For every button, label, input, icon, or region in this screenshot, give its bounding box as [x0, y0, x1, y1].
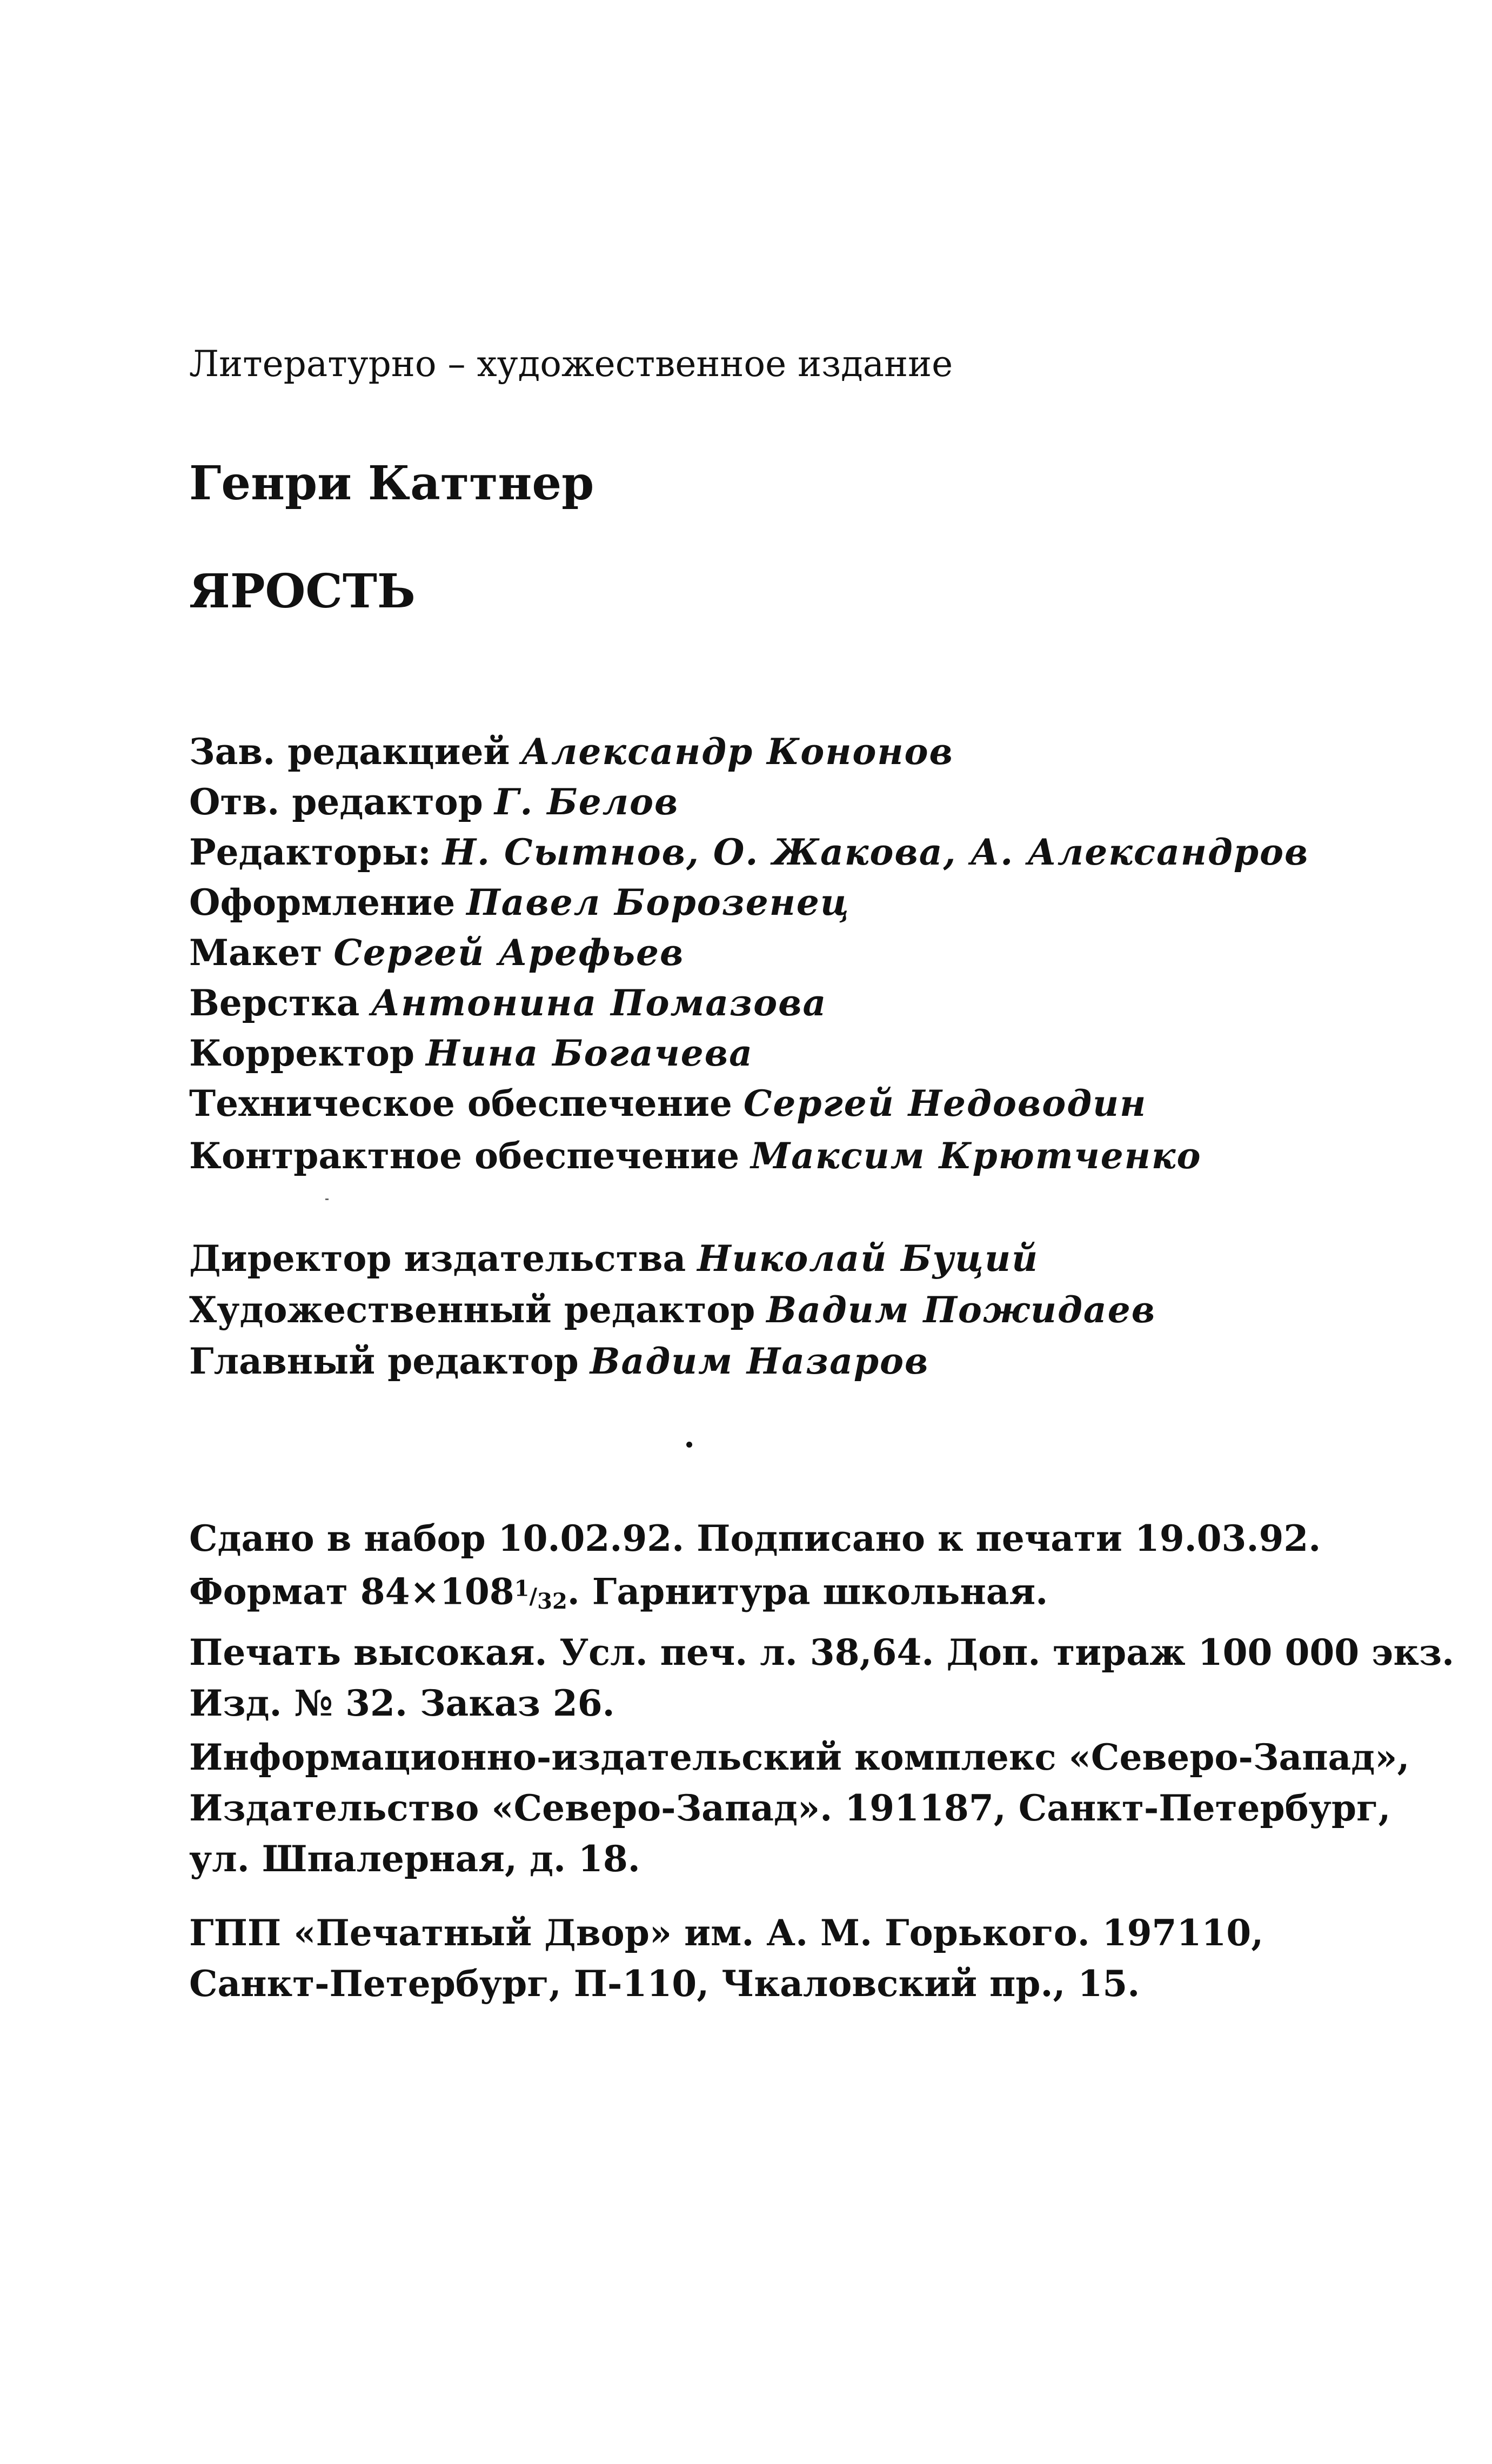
director-name: Николай Буций — [697, 1237, 1039, 1280]
director-line — [189, 1233, 1156, 1284]
print-speck — [325, 1198, 329, 1200]
author-name: Генри Каттнер — [189, 456, 594, 511]
credit-line — [189, 827, 1309, 878]
credit-role: Техническое обеспечение — [189, 1082, 732, 1124]
credit-role: Макет — [189, 932, 323, 974]
credit-role: Оформление — [189, 881, 456, 923]
credit-line — [189, 1079, 1309, 1129]
credit-role: Верстка — [189, 982, 360, 1024]
print-line: Изд. № 32. Заказ 26. — [189, 1682, 615, 1725]
fraction-numerator: 1 — [514, 1576, 530, 1602]
publisher-line: Информационно-издательский комплекс «Северо-Запад», — [189, 1736, 1410, 1778]
credit-name: Сергей Недоводин — [743, 1082, 1147, 1124]
credit-line — [189, 727, 1309, 777]
printer-address — [189, 1907, 1263, 2009]
credit-name: Максим Крютченко — [751, 1135, 1202, 1177]
credit-line — [189, 1028, 1309, 1079]
credit-name: Г. Белов — [494, 781, 679, 823]
director-name: Вадим Пожидаев — [766, 1289, 1156, 1331]
credit-role: Отв. редактор — [189, 781, 483, 823]
publisher-line: Издательство «Северо-Запад». 191187, Санкт-Петербург, — [189, 1787, 1391, 1829]
publishing-directors — [189, 1233, 1156, 1387]
credit-line — [189, 1131, 1309, 1181]
credit-line — [189, 978, 1309, 1028]
director-line — [189, 1284, 1156, 1336]
credit-name: Сергей Арефьев — [333, 932, 685, 974]
publisher-address — [189, 1732, 1410, 1884]
credit-line — [189, 777, 1309, 827]
credit-line — [189, 928, 1309, 978]
format-fraction: $^1/_{32}$ — [514, 1576, 567, 1615]
credit-name: Антонина Помазова — [371, 982, 827, 1024]
format-prefix: Формат 84×108 — [189, 1570, 514, 1613]
print-dot — [686, 1442, 692, 1448]
director-role: Художественный редактор — [189, 1289, 755, 1331]
print-line: Сдано в набор 10.02.92. Подписано к печати 19.03.92. — [189, 1517, 1321, 1559]
credit-role: Зав. редакцией — [189, 731, 510, 773]
director-line — [189, 1336, 1156, 1387]
editorial-credits — [189, 727, 1309, 1181]
credit-role: Контрактное обеспечение — [189, 1135, 740, 1177]
credit-role: Редакторы: — [189, 831, 431, 873]
book-title: ЯРОСТЬ — [189, 564, 416, 619]
director-name: Вадим Назаров — [590, 1340, 929, 1382]
credit-name: Александр Кононов — [521, 731, 954, 773]
director-role: Директор издательства — [189, 1237, 686, 1280]
credit-name: Нина Богачева — [426, 1032, 753, 1074]
format-line — [189, 1564, 1454, 1627]
publisher-line: ул. Шпалерная, д. 18. — [189, 1838, 640, 1880]
fraction-denominator: 32 — [537, 1589, 567, 1615]
printer-line: Санкт-Петербург, П-110, Чкаловский пр., 15. — [189, 1963, 1140, 2005]
print-line: Печать высокая. Усл. печ. л. 38,64. Доп. тираж 100 000 экз. — [189, 1631, 1455, 1674]
credit-name: Павел Борозенец — [466, 881, 850, 923]
printer-line: ГПП «Печатный Двор» им. А. М. Горького. 197110, — [189, 1912, 1264, 1954]
credit-line — [189, 878, 1309, 928]
credit-role: Корректор — [189, 1032, 415, 1074]
format-suffix: . Гарнитура школьная. — [567, 1570, 1048, 1613]
director-role: Главный редактор — [189, 1340, 579, 1382]
print-details — [189, 1513, 1454, 1729]
genre-label: Литературно – художественное издание — [189, 343, 953, 385]
credit-name: Н. Сытнов, О. Жакова, А. Александров — [442, 831, 1309, 873]
